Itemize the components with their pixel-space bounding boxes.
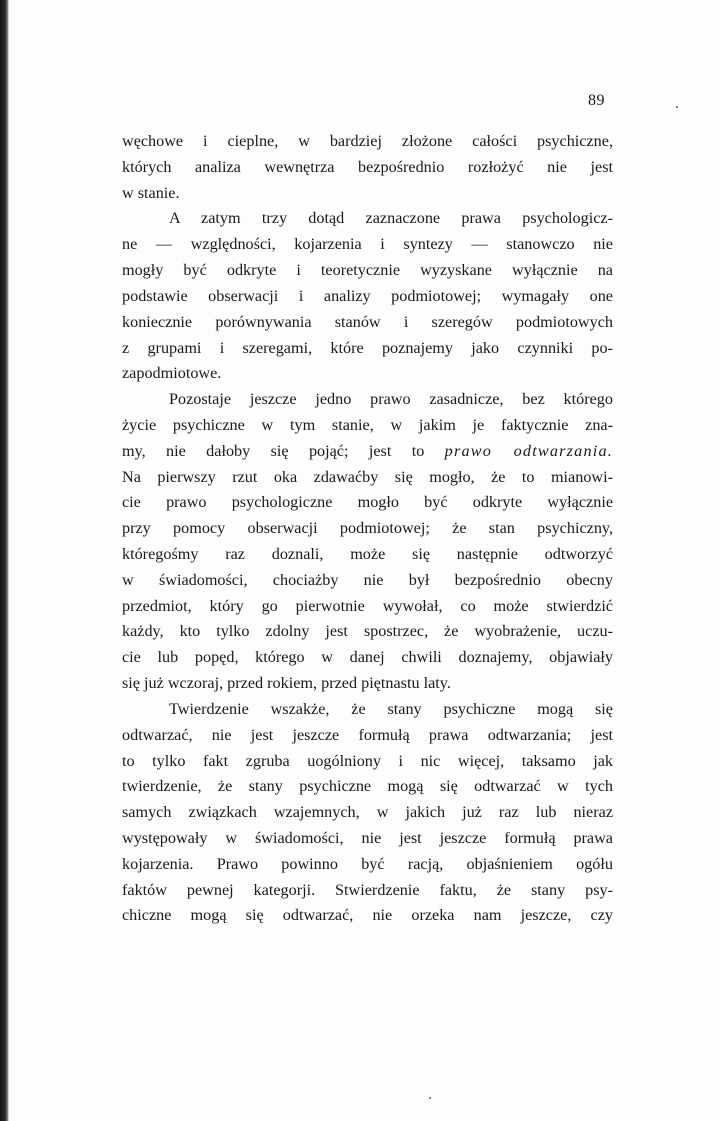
text-line: zapodmiotowe. (122, 364, 222, 383)
text-line: występowały w świadomości, nie jest jeszcze formułą prawa (122, 828, 613, 847)
text-line: w stanie. (122, 183, 180, 202)
text-line: samych związkach wzajemnych, w jakich już raz lub nieraz (122, 803, 613, 822)
text-line: któregośmy raz doznali, może się następnie odtworzyć (122, 545, 613, 563)
text-line: cie lub popęd, którego w danej chwili doznajemy, objawiały (122, 648, 613, 667)
text-line-with-emphasis (122, 439, 613, 465)
text-line: każdy, kto tylko zdolny jest spostrzec, że wyobrażenie, uczu- (122, 622, 613, 641)
text-line: z grupami i szeregami, które poznajemy jako czynniki po- (122, 338, 613, 357)
text-line: faktów pewnej kategorji. Stwierdzenie faktu, że stany psy- (122, 880, 613, 899)
text-line: twierdzenie, że stany psychiczne mogą się odtwarzać w tych (122, 777, 613, 796)
text-line: mogły być odkryte i teoretycznie wyzyskane wyłącznie na (122, 261, 613, 280)
text-line: chiczne mogą się odtwarzać, nie orzeka nam jeszcze, czy (122, 906, 613, 925)
scan-speck (676, 106, 678, 108)
text-line: węchowe i cieplne, w bardziej złożone całości psychiczne, (122, 132, 613, 150)
text-line: ne — względności, kojarzenia i syntezy — stanowczo nie (122, 235, 613, 254)
text-line: to tylko fakt zgruba uogólniony i nic więcej, taksamo jak (122, 751, 613, 770)
paragraph-first-line: A zatym trzy dotąd zaznaczone prawa psychologicz- (169, 209, 613, 228)
page-number: 89 (588, 92, 605, 109)
emphasized-term: prawo odtwarzania. (444, 441, 613, 460)
text-line: podstawie obserwacji i analizy podmiotowej; wymagały one (122, 286, 613, 305)
body-text (122, 129, 613, 929)
text-line: Na pierwszy rzut oka zdawaćby się mogło, że to mianowi- (122, 467, 613, 486)
text-line: przedmiot, który go pierwotnie wywołał, co może stwierdzić (122, 596, 613, 615)
text-line: których analiza wewnętrza bezpośrednio rozłożyć nie jest (122, 157, 613, 176)
page-binding-edge (0, 0, 9, 1121)
scan-speck (429, 1097, 431, 1099)
text-line: odtwarzać, nie jest jeszcze formułą prawa odtwarzania; jest (122, 725, 613, 744)
text-line: życie psychiczne w tym stanie, w jakim je faktycznie zna- (122, 415, 613, 434)
text-line: przy pomocy obserwacji podmiotowej; że stan psychiczny, (122, 519, 613, 538)
text-line: cie prawo psychologiczne mogło być odkryte wyłącznie (122, 493, 613, 512)
paragraph-first-line: Twierdzenie wszakże, że stany psychiczne mogą się (169, 699, 613, 718)
text-line: się już wczoraj, przed rokiem, przed piętnastu laty. (122, 674, 451, 693)
paragraph-first-line: Pozostaje jeszcze jedno prawo zasadnicze, bez którego (169, 390, 613, 409)
text-line: kojarzenia. Prawo powinno być racją, objaśnieniem ogółu (122, 854, 613, 873)
text-line: w świadomości, chociażby nie był bezpośrednio obecny (122, 570, 613, 589)
text-segment: my, nie dałoby się pojąć; jest to (122, 441, 425, 460)
text-line: koniecznie porównywania stanów i szeregów podmiotowych (122, 312, 613, 331)
